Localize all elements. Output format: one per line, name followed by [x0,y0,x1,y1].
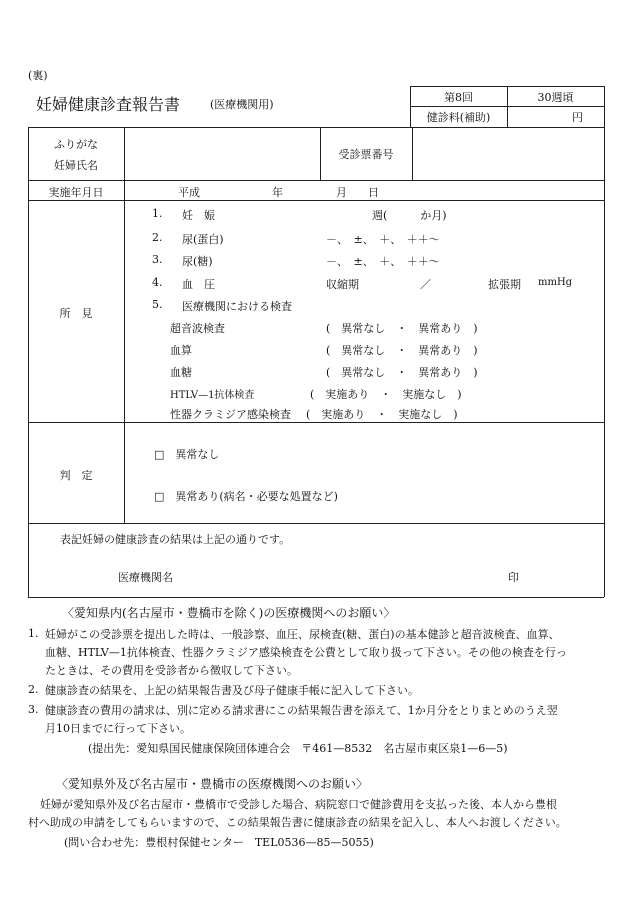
out-of-prefecture-line: 村へ助成の申請をしてもらいますので、この結果報告書に健康診査の結果を記入し、本人へお渡しください。 [28,816,567,829]
ticket-number-label: 受診票番号 [338,148,394,161]
judgment-normal-checkbox[interactable]: □ 異常なし [154,448,220,461]
date-label: 実施年月日 [48,186,104,199]
note-2-line: 健康診査の結果を、上記の結果報告書及び母子健康手帳に記入して下さい。 [45,684,419,697]
test-name: 性器クラミジア感染検査 [170,408,291,421]
furigana-label: ふりがな [54,138,98,151]
test-options[interactable]: ( 異常なし ・ 異常あり ) [326,344,478,357]
item-number: 3. [152,253,163,266]
urine-sugar-options[interactable]: －、 ±、 ＋、 ＋＋～ [326,255,440,268]
result-statement: 表記妊婦の健康診査の結果は上記の通りです。 [60,533,291,546]
pregnancy-label: 妊 娠 [182,209,215,222]
note-1-line: たときは、その費用を受診者から徴収して下さい。 [45,664,298,677]
diastolic-label: 拡張期 [488,278,521,291]
note-3-line: 健康診査の費用の請求は、別に定める請求書にこの結果報告書を添えて、1か月分をとりまとめのうえ翌 [45,704,558,717]
name-label: 妊婦氏名 [54,159,98,172]
note-number: 1. [28,627,39,640]
note-1-line: 妊婦がこの受診票を提出した時は、一般診察、血圧、尿検査(糖、蛋白)の基本健診と超音波検査、血算、 [45,628,560,641]
ticket-number-field[interactable] [413,128,603,179]
submission-address: (提出先：愛知県国民健康保険団体連合会 〒461—8532 名古屋市東区泉1—6—5) [88,742,508,755]
reverse-side-mark: (裏) [28,69,48,82]
date-era: 平成 [178,186,200,199]
note-3-line: 月10日までに行って下さい。 [45,722,191,735]
bp-unit: mmHg [538,277,573,288]
date-day: 日 [368,186,379,199]
fee-unit: 円 [572,111,583,124]
test-options[interactable]: ( 異常なし ・ 異常あり ) [326,366,478,379]
out-of-prefecture-title: 〈愛知県外及び名古屋市・豊橋市の医療機関へのお願い〉 [56,777,369,791]
test-options[interactable]: ( 異常なし ・ 異常あり ) [326,322,478,335]
judgment-label: 判 定 [59,469,93,482]
institution-name-label: 医療機関名 [118,571,173,584]
page-title: 妊婦健康診査報告書 [36,95,181,114]
item-number: 5. [152,298,163,311]
note-number: 2. [28,683,39,696]
note-1-line: 血糖、HTLV—1抗体検査、性器クラミジア感染検査を公費として取り扱って下さい。その他の検査を行っ [45,646,567,659]
systolic-label: 収縮期 [326,278,359,291]
test-options[interactable]: ( 実施あり ・ 実施なし ) [310,388,462,401]
visit-number: 第8回 [444,91,473,104]
item-number: 2. [152,231,163,244]
pregnancy-weeks-field[interactable]: 週( か月) [372,209,447,222]
test-name: HTLV—1抗体検査 [170,390,255,401]
item-number: 1. [152,207,163,220]
contact-info: (問い合わせ先：豊根村保健センター TEL0536—85—5055) [64,836,374,849]
item-number: 4. [152,276,163,289]
test-name: 血糖 [170,366,192,379]
fee-label: 健診料(補助) [426,111,491,124]
urine-protein-label: 尿(蛋白) [182,233,224,246]
page-subtitle: (医療機関用) [210,98,274,111]
blood-pressure-label: 血 圧 [182,278,215,291]
name-field[interactable] [125,128,319,179]
in-prefecture-title: 〈愛知県内(名古屋市・豊橋市を除く)の医療機関へのお願い〉 [62,606,396,620]
institution-tests-label: 医療機関における検査 [182,300,292,313]
test-name: 超音波検査 [170,322,225,335]
judgment-abnormal-checkbox[interactable]: □ 異常あり(病名・必要な処置など) [154,490,338,503]
seal-mark: 印 [508,571,519,584]
urine-protein-options[interactable]: －、 ±、 ＋、 ＋＋～ [326,233,440,246]
out-of-prefecture-line: 妊婦が愛知県外及び名古屋市・豊橋市で受診した場合、病院窓口で健診費用を支払った後、本人から豊根 [40,798,557,811]
visit-week: 30週頃 [537,91,574,104]
bp-slash: ／ [420,278,431,291]
date-year: 年 [272,186,283,199]
test-options[interactable]: ( 実施あり ・ 実施なし ) [306,408,458,421]
note-number: 3. [28,703,39,716]
date-month: 月 [336,186,347,199]
urine-sugar-label: 尿(糖) [182,255,213,268]
findings-label: 所 見 [59,307,93,320]
test-name: 血算 [170,344,192,357]
